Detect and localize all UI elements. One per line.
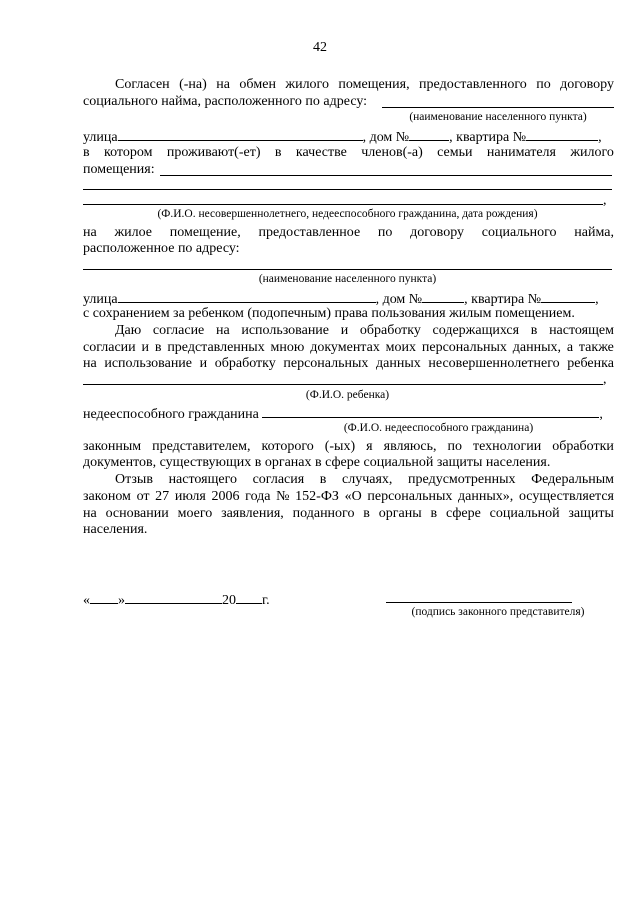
word: данных,	[512, 340, 561, 355]
word: заявления,	[221, 506, 284, 521]
word: найма,	[574, 225, 614, 240]
word: в	[274, 145, 282, 160]
word: жилого	[285, 77, 329, 92]
caption-person: (Ф.И.О. несовершеннолетнего, недееспособного гражданина, дата рождения)	[157, 208, 538, 220]
word: ребенка	[567, 356, 614, 371]
p3-line3	[83, 506, 614, 522]
word: законным	[83, 439, 142, 454]
word: помещения,	[338, 77, 410, 92]
child-comma: ,	[603, 372, 607, 387]
p3-line4: населения.	[83, 522, 148, 537]
p1-line5: помещения:	[83, 162, 155, 177]
word: Даю	[115, 323, 142, 338]
p3-line1	[115, 472, 614, 488]
word: защиты	[568, 506, 614, 521]
day-field[interactable]	[90, 591, 118, 604]
word: представленных	[167, 340, 265, 355]
year-suffix: г.	[262, 593, 270, 608]
word: технологии	[473, 439, 542, 454]
word: котором	[104, 145, 153, 160]
p3-line2	[83, 489, 614, 505]
word: использование	[104, 356, 193, 371]
word: в	[154, 340, 162, 355]
p2-incapable-line	[83, 405, 603, 423]
word: договору	[560, 77, 614, 92]
comma: ,	[598, 130, 602, 145]
word: документах	[310, 340, 380, 355]
page-number: 42	[313, 40, 327, 55]
word: в	[363, 506, 370, 521]
word: в	[83, 145, 90, 160]
members-field-3[interactable]	[83, 204, 603, 205]
word: жилого	[570, 145, 614, 160]
word: семьи	[437, 145, 473, 160]
incapable-field[interactable]	[262, 405, 599, 418]
child-field[interactable]	[83, 384, 603, 385]
word: членов(-а)	[361, 145, 423, 160]
word: а	[566, 340, 574, 355]
word: «О	[344, 489, 362, 504]
word: в	[430, 506, 438, 521]
word: обмен	[239, 77, 276, 92]
locality-field-2[interactable]	[83, 269, 612, 270]
p1-line1	[115, 77, 614, 93]
word: согласие	[152, 323, 205, 338]
word: предоставленное	[258, 225, 361, 240]
word: на	[215, 323, 230, 338]
word: поданного	[292, 506, 355, 521]
word: жилое	[114, 225, 152, 240]
locality-field[interactable]	[382, 107, 614, 108]
word: (-на)	[179, 77, 207, 92]
word: случаях,	[342, 472, 393, 487]
word: помещение,	[169, 225, 241, 240]
word: обработку	[359, 323, 421, 338]
word: предоставленного	[419, 77, 527, 92]
word: Федеральным	[531, 472, 614, 487]
house-label-2: , дом №	[375, 292, 423, 307]
word: моих	[385, 340, 417, 355]
street-field-2[interactable]	[118, 290, 376, 303]
incapable-label: недееспособного гражданина	[83, 407, 259, 422]
word: являюсь,	[383, 439, 437, 454]
caption-locality-2: (наименование населенного пункта)	[258, 273, 437, 285]
word: предусмотренных	[408, 472, 516, 487]
word: на	[216, 77, 230, 92]
word: социальной	[489, 506, 560, 521]
street-field[interactable]	[118, 128, 363, 141]
word: основании	[105, 506, 169, 521]
street-label-2: улица	[83, 292, 118, 307]
word: сфере	[445, 506, 481, 521]
p2-line3	[83, 356, 614, 372]
p2-line1	[115, 323, 614, 339]
word: осуществляется	[518, 489, 614, 504]
word: №	[276, 489, 290, 504]
p2-line6: документов, существующих в органах в сфере социальной защиты населения.	[83, 455, 551, 470]
comma-2: ,	[595, 292, 599, 307]
word: в	[530, 323, 538, 338]
caption-signature: (подпись законного представителя)	[411, 606, 585, 618]
word: по	[536, 77, 551, 92]
word: Согласен	[115, 77, 170, 92]
word: моего	[177, 506, 213, 521]
word: обработку	[214, 356, 276, 371]
house-label: , дом №	[362, 130, 410, 145]
word: органы	[378, 506, 422, 521]
word: мною	[270, 340, 305, 355]
apartment-field[interactable]	[526, 128, 598, 141]
word: (-ых)	[324, 439, 356, 454]
p2-line2	[83, 340, 614, 356]
word: Отзыв	[115, 472, 153, 487]
word: я	[366, 439, 373, 454]
word: содержащихся	[432, 323, 520, 338]
p2-line5	[83, 439, 614, 455]
word: на	[83, 506, 97, 521]
word: несовершеннолетнего	[428, 356, 560, 371]
year-field[interactable]	[236, 591, 262, 604]
word: года	[245, 489, 271, 504]
apartment-field-2[interactable]	[541, 290, 595, 303]
p1-line9: с сохранением за ребенком (подопечным) права пользования жилым помещением.	[83, 306, 575, 321]
p1-line7: расположенное по адресу:	[83, 241, 240, 256]
word: также	[578, 340, 614, 355]
members-comma: ,	[603, 193, 607, 208]
word: на	[83, 356, 97, 371]
word: данных»,	[458, 489, 514, 504]
month-field[interactable]	[125, 591, 222, 604]
caption-incapable: (Ф.И.О. недееспособного гражданина)	[343, 422, 534, 434]
word: нанимателя	[486, 145, 556, 160]
word: настоящем	[549, 323, 614, 338]
word: и	[199, 356, 208, 371]
word: 152-ФЗ	[295, 489, 339, 504]
date-line	[83, 591, 270, 609]
p1-line4	[83, 145, 614, 161]
word: использование	[241, 323, 330, 338]
word: проживают(-ет)	[166, 145, 261, 160]
word: и	[141, 340, 149, 355]
word: персональных	[421, 340, 507, 355]
apartment-label-2: , квартира №	[464, 292, 542, 307]
close-quote: »	[118, 593, 125, 608]
word: 27	[155, 489, 170, 504]
word: данных	[376, 356, 421, 371]
word: представителем,	[152, 439, 251, 454]
p1-address-line	[83, 128, 602, 146]
incapable-comma: ,	[599, 407, 603, 422]
caption-locality: (наименование населенного пункта)	[409, 111, 587, 123]
members-field-1[interactable]	[160, 175, 612, 176]
word: по	[447, 439, 462, 454]
word: согласии	[83, 340, 136, 355]
caption-child: (Ф.И.О. ребенка)	[305, 389, 390, 401]
word: на	[83, 225, 97, 240]
house-field[interactable]	[409, 128, 449, 141]
word: настоящего	[168, 472, 237, 487]
signature-field[interactable]	[386, 602, 572, 603]
word: социального	[481, 225, 557, 240]
word: и	[340, 323, 349, 338]
p1-line6	[83, 225, 614, 241]
word: по	[377, 225, 393, 240]
word: 2006	[211, 489, 240, 504]
street-label: улица	[83, 130, 118, 145]
members-field-2[interactable]	[83, 189, 612, 190]
word: которого	[261, 439, 314, 454]
word: персональных	[283, 356, 369, 371]
word: в	[319, 472, 327, 487]
word: от	[136, 489, 150, 504]
word: качестве	[295, 145, 347, 160]
word: персональных	[367, 489, 453, 504]
word: согласия	[252, 472, 305, 487]
word: обработки	[552, 439, 614, 454]
open-quote: «	[83, 593, 90, 608]
year-prefix: 20	[222, 593, 236, 608]
word: законом	[83, 489, 131, 504]
apartment-label: , квартира №	[449, 130, 527, 145]
word: договору	[410, 225, 465, 240]
word: июля	[174, 489, 206, 504]
house-field-2[interactable]	[422, 290, 464, 303]
p1-line2: социального найма, расположенного по адресу:	[83, 94, 368, 109]
